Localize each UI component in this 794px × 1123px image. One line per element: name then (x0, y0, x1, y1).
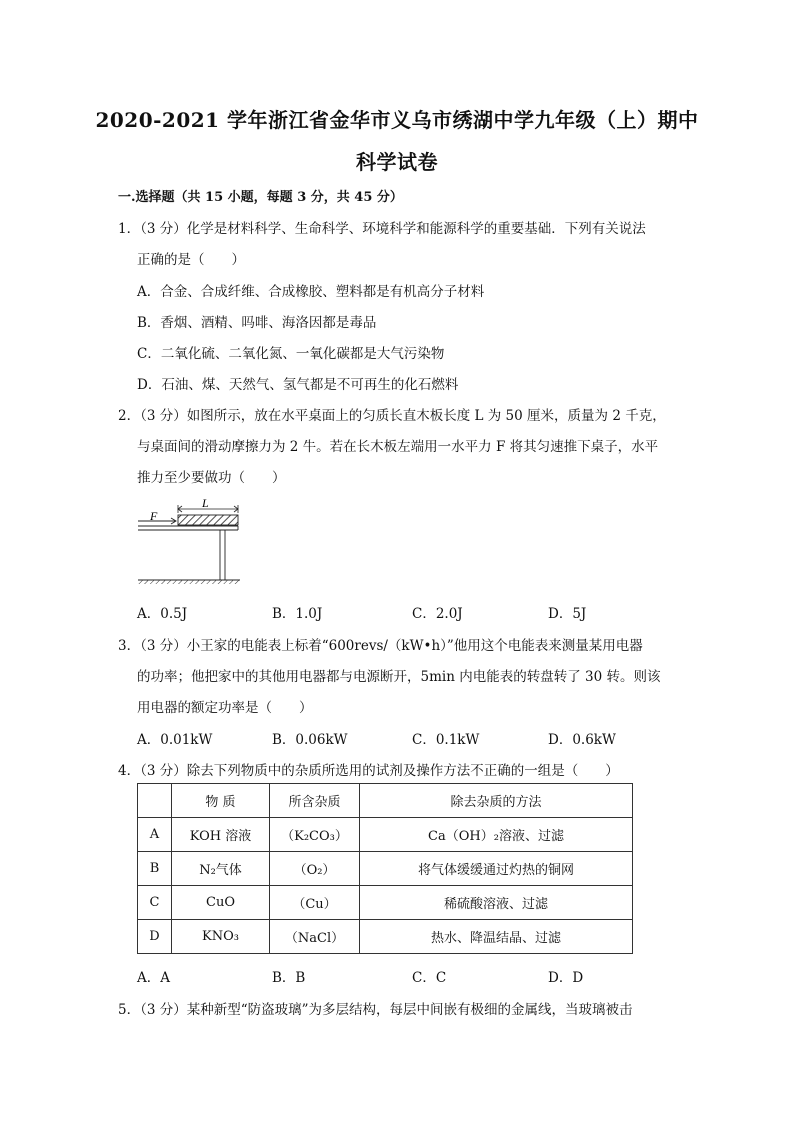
substance-cell: KNO₃ (172, 920, 270, 954)
substance-cell: KOH 溶液 (172, 818, 270, 852)
q2-option-c: C．2.0J (412, 606, 463, 622)
q2-option-d: D．5J (548, 606, 587, 622)
q1-stem-line2: 正确的是（ ） (137, 252, 245, 268)
table-header-row (138, 784, 633, 818)
substance-cell: CuO (172, 886, 270, 920)
length-label: L (202, 496, 209, 510)
q3-option-d: D．0.6kW (548, 732, 616, 748)
q3-option-a: A．0.01kW (137, 732, 213, 748)
q4-option-d: D．D (548, 970, 584, 986)
table-header-cell: 除去杂质的方法 (360, 784, 633, 818)
force-label: F (150, 509, 158, 523)
exam-title-line1: 2020-2021 学年浙江省金华市义乌市绣湖中学九年级（上）期中 (95, 108, 699, 132)
method-cell: 稀硫酸溶液、过滤 (360, 886, 633, 920)
q2-stem-line2: 与桌面间的滑动摩擦力为 2 牛。若在长木板左端用一水平力 F 将其匀速推下桌子，水平 (137, 439, 659, 455)
table-row (138, 852, 633, 886)
q4-option-b: B．B (272, 970, 306, 986)
exam-title-line2: 科学试卷 (356, 150, 438, 174)
q2-option-a: A．0.5J (137, 606, 188, 622)
q5-stem-line1: 5．（3 分）某种新型“防盗玻璃”为多层结构，每层中间嵌有极细的金属线，当玻璃被击 (118, 1002, 633, 1018)
impurity-cell: （O₂） (270, 852, 360, 886)
table-row (138, 920, 633, 954)
row-label: A (138, 818, 172, 852)
impurity-cell: （NaCl） (270, 920, 360, 954)
q4-option-a: A．A (137, 970, 170, 986)
table-header-cell: 所含杂质 (270, 784, 360, 818)
row-label: C (138, 886, 172, 920)
method-cell: 热水、降温结晶、过滤 (360, 920, 633, 954)
impurity-cell: （K₂CO₃） (270, 818, 360, 852)
wooden-board (178, 515, 238, 525)
q3-stem-line1: 3．（3 分）小王家的电能表上标着“600revs/（kW•h）”他用这个电能表来测量某用电器 (118, 638, 643, 654)
table-row (138, 818, 633, 852)
impurity-cell: （Cu） (270, 886, 360, 920)
row-label: D (138, 920, 172, 954)
q3-option-b: B．0.06kW (272, 732, 348, 748)
q3-stem-line2: 的功率；他把家中的其他用电器都与电源断开，5min 内电能表的转盘转了 30 转。则该 (137, 669, 661, 685)
row-label: B (138, 852, 172, 886)
q4-impurity-table (137, 783, 633, 954)
q1-option-b: B．香烟、酒精、吗啡、海洛因都是毒品 (137, 315, 377, 331)
method-cell: 将气体缓缓通过灼热的铜网 (360, 852, 633, 886)
q1-option-c: C．二氧化硫、二氧化氮、一氧化碳都是大气污染物 (137, 346, 445, 362)
table-header-cell: 物 质 (172, 784, 270, 818)
q3-option-c: C．0.1kW (412, 732, 480, 748)
q1-option-d: D．石油、煤、天然气、氢气都是不可再生的化石燃料 (137, 377, 459, 393)
section-heading: 一.选择题（共 15 小题，每题 3 分，共 45 分） (118, 190, 403, 205)
q2-option-b: B．1.0J (272, 606, 323, 622)
q4-option-c: C．C (412, 970, 447, 986)
q1-option-a: A．合金、合成纤维、合成橡胶、塑料都是有机高分子材料 (137, 284, 485, 300)
table-row (138, 886, 633, 920)
q4-stem-line1: 4．（3 分）除去下列物质中的杂质所选用的试剂及操作方法不正确的一组是（ ） (118, 763, 619, 779)
q2-stem-line3: 推力至少要做功（ ） (137, 470, 286, 486)
method-cell: Ca（OH）₂溶液、过滤 (360, 818, 633, 852)
table-header-cell (138, 784, 172, 818)
q3-stem-line3: 用电器的额定功率是（ ） (137, 700, 313, 716)
substance-cell: N₂气体 (172, 852, 270, 886)
q1-stem-line1: 1．（3 分）化学是材料科学、生命科学、环境科学和能源科学的重要基础．下列有关说法 (118, 221, 646, 237)
q2-board-table-figure (136, 496, 246, 588)
q2-stem-line1: 2．（3 分）如图所示，放在水平桌面上的匀质长直木板长度 L 为 50 厘米，质量为 2 千克， (118, 408, 666, 424)
